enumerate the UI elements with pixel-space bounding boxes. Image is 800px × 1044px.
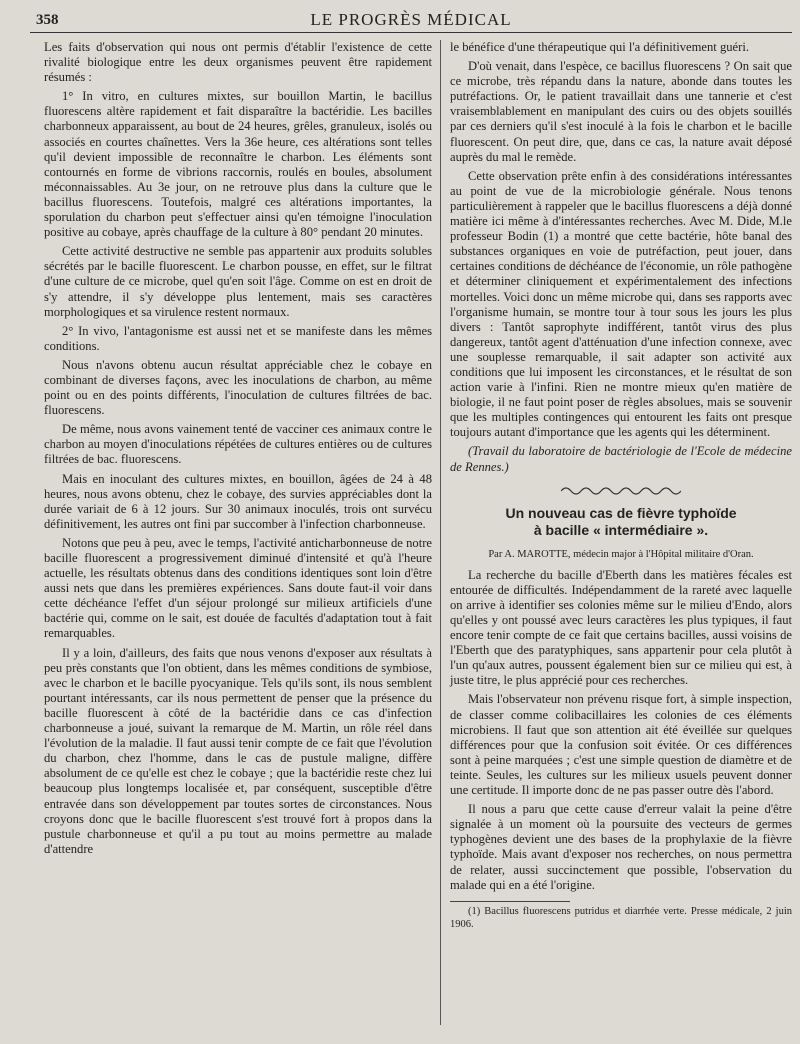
paragraph: Cette activité destructive ne semble pas appartenir aux produits solubles sécrétés par le bacille fluorescent. Le charbon pousse, en effet, sur le filtrat d'une culture de ce microbe, quel qu'en soit l'âge. Comme on est en droit de s'y attendre, il s'y développe plus lentement, mais ses caractères morphologiques et sa virulence restent normaux. <box>44 244 432 319</box>
paragraph: Il y a loin, d'ailleurs, des faits que nous venons d'exposer aux résultats à peu près constants que l'on obtient, dans les mêmes conditions de symbiose, avec le charbon et le bacille pyocyanique. Tels qu'ils sont, ils nous semblent pourtant intéressants, car ils nous permettent de penser que la présence du bacille fluorescent à côté de la bactéridie dans ce cas d'infection charbonneuse a joué, suivant la remarque de M. Martin, un rôle réel dans l'évolution de la maladie. Il faut aussi tenir compte de ce fait que l'évolution du charbon, chez l'homme, dans le cas de pustule maligne, diffère absolument de ce qu'elle est chez le cobaye ; que la bactéridie reste chez lui beaucoup plus longtemps localisée et, par conséquent, susceptible d'être entravée dans son développement par toutes sortes de circonstances. Nous croyons donc que le bacille fluorescent s'est trouvé fort à propos dans la pustule charbonneuse et qu'il a pu tout au moins permettre au malade d'attendre <box>44 645 432 856</box>
paragraph: D'où venait, dans l'espèce, ce bacillus fluorescens ? On sait que ce microbe, très répandu dans la nature, abonde dans toutes les putréfactions. Or, le patient travaillait dans une tannerie et c'est vraisemblablement en manipulant des cuirs ou des objets souillés par ces derniers qu'il s'est inoculé à la fois le charbon et le bacille fluorescent. On peut dire, que, dans ce cas, la nature avait déposé auprès du mal le remède. <box>450 59 792 164</box>
paragraph: 2° In vivo, l'antagonisme est aussi net et se manifeste dans les mêmes conditions. <box>44 323 432 353</box>
right-column <box>450 40 792 935</box>
paragraph: La recherche du bacille d'Eberth dans les matières fécales est entourée de difficultés. Indépendamment de la rareté avec laquelle on arrive à identifier ses colonies même sur le milieu d'Endo, alors qu'elles y ont poussé avec leurs caractères les plus typiques, il faut encore tenir compte de ce fait que certains bacilles, aussi voisins de l'Eberth que des paratyphiques, sans appartenir pour cela plutôt à l'un qu'aux autres, poussent également bien sur ce milieu qui est, à juste titre, le plus apprécié pour ces recherches. <box>450 567 792 688</box>
paragraph: Mais l'observateur non prévenu risque fort, à simple inspection, de classer comme colibacillaires les colonies de ces éléments microbiens. Il faut que son attention ait été éveillée sur quelques différences pour que la confusion soit évitée. Or ces différences sont à peine marquées ; c'est une simple question de diamètre et de teinte. Seules, les cultures sur les milieux usuels peuvent donner une certitude. Il importe donc de ne pas passer outre dès l'abord. <box>450 692 792 798</box>
article-title <box>450 505 792 539</box>
paragraph: Cette observation prête enfin à des considérations intéressantes au point de vue de la microbiologie générale. Nous tenons particulièrement à rappeler que le bacillus fluorescens a déjà donné matière ici même à d'intéressantes recherches. Avec M. Dide, M.le professeur Bodin (1) a montré que cette bactérie, hôte banal des substances organiques en voie de putréfaction, peut jouer, dans certaines conditions de déchéance de l'économie, un rôle pathogène et déterminer cliniquement et expérimentalement des infections mortelles. Voici donc un même microbe qui, dans ses rapports avec l'organisme humain, se montre tour à tour sous les jours les plus divers : Tantôt saprophyte indifférent, tantôt virus des plus dangereux, tantôt agent d'atténuation d'une infection connexe, avec une souplesse remarquable, il sait adapter son activité aux conditions que lui imposent les circonstances, et le résultat de son action varie à l'infini. Rien ne montre mieux qu'en matière de biologie, il ne faut point poser de règles absolues, mais se souvenir que les multiples contingences qui entourent les faits ont presque toujours autant d'importance que les agents qui les déterminent. <box>450 168 792 440</box>
paragraph: Mais en inoculant des cultures mixtes, en bouillon, âgées de 24 à 48 heures, nous avons obtenu, chez le cobaye, des survies appréciables dont la durée variait de 6 à 12 jours. Sur 30 animaux inoculés, trois ont survécu définitivement, les autres ont fini par succomber à l'infection charbonneuse. <box>44 471 432 531</box>
byline: Par A. MAROTTE, médecin major à l'Hôpital militaire d'Oran. <box>488 548 754 560</box>
paragraph: Notons que peu à peu, avec le temps, l'activité anticharbonneuse de notre bacille fluorescent a progressivement diminué d'intensité et qu'à l'heure actuelle, les résultats obtenus dans des conditions identiques sont loin d'être aussi nets que dans les premières expériences. Sans doute faut-il voir dans cette déchéance l'effet d'un séjour prolongé sur milieux artificiels d'une bactérie qui, comme on le sait, est douée de facultés d'adaptation tout à fait remarquables. <box>44 535 432 641</box>
wavy-line-icon <box>561 485 681 497</box>
footnote-rule <box>450 901 570 902</box>
paragraph: Nous n'avons obtenu aucun résultat appréciable chez le cobaye en combinant de diverses façons, avec les inoculations de charbon, au même point ou en des points différents, l'inoculation de cultures filtrées de bac. fluorescens. <box>44 357 432 418</box>
section-divider-ornament <box>450 485 792 497</box>
paragraph: Il nous a paru que cette cause d'erreur valait la peine d'être signalée à un moment où la poursuite des vecteurs de germes typhogènes devient une des bases de la prophylaxie de la fièvre typhoïde. Mais avant d'exposer nos recherches, on nous permettra de relater, aussi succinctement que possible, l'observation du malade qui en a été l'origine. <box>450 802 792 892</box>
article-title-line: à bacille « intermédiaire ». <box>533 521 709 538</box>
journal-title: LE PROGRÈS MÉDICAL <box>310 10 512 29</box>
paragraph: De même, nous avons vainement tenté de vacciner ces animaux contre le charbon au moyen d'inoculations répétées de cultures entières ou de cultures filtrées de bac. fluorescens. <box>44 422 432 467</box>
article-title-line: Un nouveau cas de fièvre typhoïde <box>505 504 737 521</box>
left-column <box>44 40 432 861</box>
paragraph: 1° In vitro, en cultures mixtes, sur bouillon Martin, le bacillus fluorescens altère rapidement et fait disparaître la bactéridie. Les bacilles charbonneux apparaissent, au bout de 24 heures, grêles, granuleux, isolés ou associés en courtes chaînettes. Vers la 36e heure, ces altérations sont telles qu'il devient impossible de reconnaître le charbon. Les éléments sont contournés en forme de vibrions raccornis, roulés en boules, absolument méconnaissables. Au 3e jour, on ne retrouve plus dans la culture que le bacillus fluorescens. Toutefois, malgré ces altérations importantes, la sporulation du charbon peut s'effectuer ainsi qu'en témoigne l'inoculation positive au cobaye, après chauffage de la culture à 80° pendant 20 minutes. <box>44 89 432 240</box>
header-rule <box>30 32 792 33</box>
page-number: 358 <box>36 12 59 28</box>
article-source-caption: (Travail du laboratoire de bactériologie de l'Ecole de médecine de Rennes.) <box>450 444 792 474</box>
paragraph: le bénéfice d'une thérapeutique qui l'a définitivement guéri. <box>450 40 749 54</box>
column-divider <box>440 40 441 1025</box>
footnote: (1) Bacillus fluorescens putridus et diarrhée verte. Presse médicale, 2 juin 1906. <box>450 905 792 930</box>
page-header <box>30 8 792 34</box>
paragraph: Les faits d'observation qui nous ont permis d'établir l'existence de cette rivalité biologique entre les deux organismes peuvent être rapidement résumés : <box>44 40 432 85</box>
